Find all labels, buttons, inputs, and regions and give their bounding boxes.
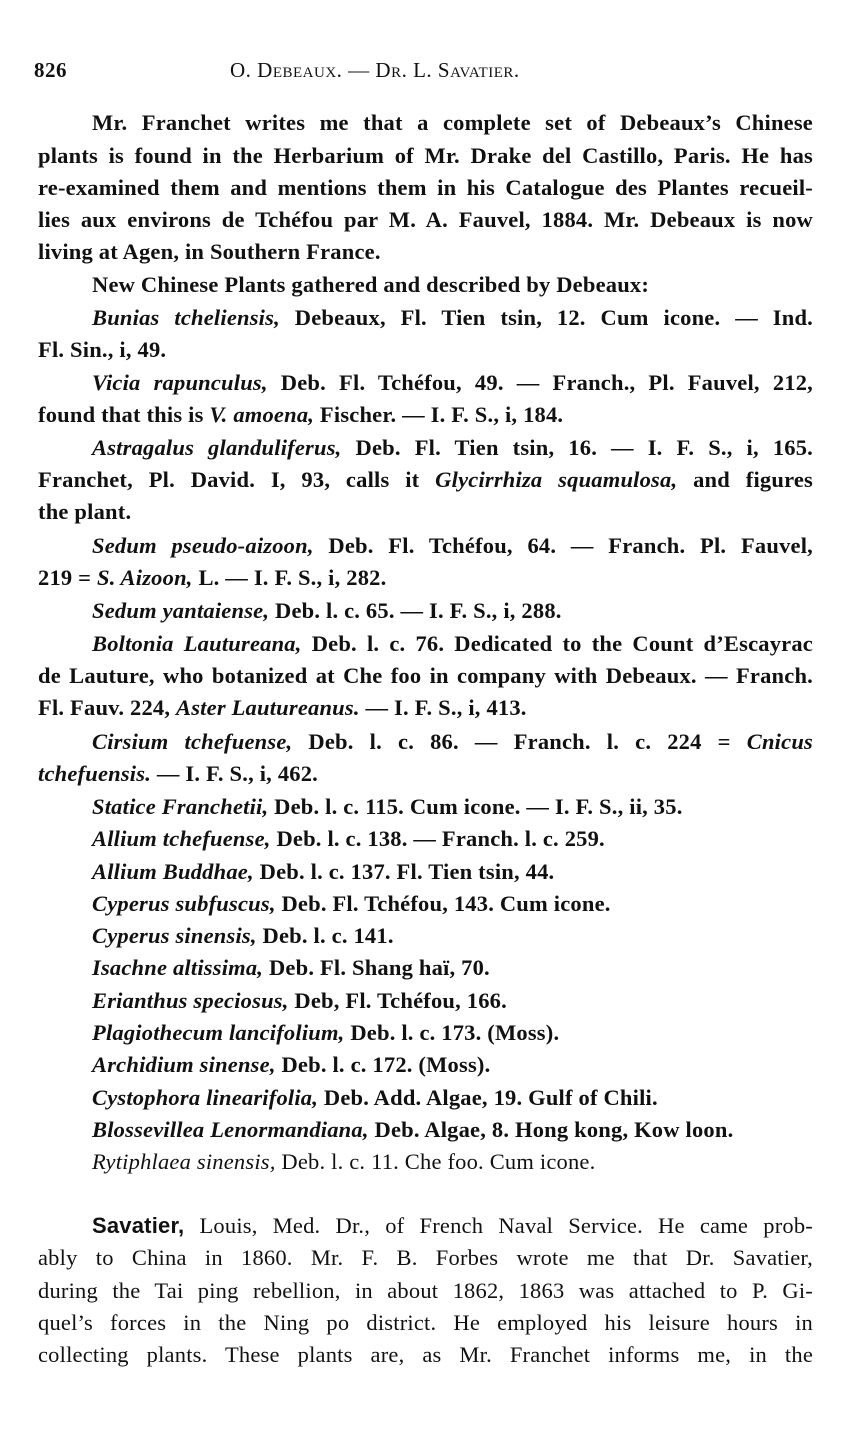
savatier-line-2: ably to China in 1860. Mr. F. B. Forbes wrote me that Dr. Savatier, <box>38 1245 813 1270</box>
list-heading: New Chinese Plants gathered and described by Debeaux: <box>92 272 650 297</box>
citation: Fl. Fauv. 224, <box>38 695 177 720</box>
intro-line-5: living at Agen, in Southern France. <box>38 239 381 264</box>
species-name: tchefuensis. <box>38 761 152 786</box>
citation: — I. F. S., i, 413. <box>359 695 527 720</box>
intro-line-3: re-examined them and mentions them in his Catalogue des Plantes recueil- <box>38 175 813 200</box>
citation: Deb. Fl. Tchéfou, 64. — Franch. Pl. Fauvel, <box>313 533 813 558</box>
entry-line <box>92 1085 813 1115</box>
entry-line <box>92 305 813 335</box>
citation: Deb. Algae, 8. Hong kong, Kow loon. <box>368 1117 734 1142</box>
entry-line <box>38 761 813 791</box>
savatier-line-4: quel’s forces in the Ning po district. He employed his leisure hours in <box>38 1310 813 1335</box>
citation: Debeaux, Fl. Tien tsin, 12. Cum icone. — Ind. <box>279 305 813 330</box>
species-name: S. Aizoon, <box>97 565 193 590</box>
species-name: Bunias tcheliensis, <box>92 305 280 330</box>
citation: Deb. Add. Algae, 19. Gulf of Chili. <box>318 1085 658 1110</box>
entry-line <box>92 533 813 563</box>
citation: Deb. l. c. 172. (Moss). <box>275 1052 491 1077</box>
species-name: Plagiothecum lancifolium, <box>92 1020 345 1045</box>
citation: Deb. Fl. Tchéfou, 49. — Franch., Pl. Fauvel, 212, <box>267 370 813 395</box>
entry-line: the plant. <box>38 499 132 524</box>
species-name: Cyperus subfuscus, <box>92 891 276 916</box>
citation: Fischer. — I. F. S., i, 184. <box>314 402 564 427</box>
entry-line <box>92 988 813 1018</box>
species-name: V. amoena, <box>209 402 315 427</box>
species-name: Statice Franchetii, <box>92 794 269 819</box>
species-name: Boltonia Lautureana, <box>92 631 302 656</box>
citation: Deb. l. c. 173. (Moss). <box>344 1020 560 1045</box>
species-name: Blossevillea Lenormandiana, <box>92 1117 369 1142</box>
species-name: Rytiphlaea sinensis, <box>92 1149 276 1174</box>
citation: Deb. l. c. 141. <box>256 923 394 948</box>
entry-line <box>38 695 813 725</box>
intro-line-2: plants is found in the Herbarium of Mr. Drake del Castillo, Paris. He has <box>38 143 813 168</box>
entry-line <box>92 891 813 921</box>
citation: found that this is <box>38 402 210 427</box>
species-name: Allium Buddhae, <box>92 859 254 884</box>
entry-line <box>92 1117 813 1147</box>
citation: and figures <box>677 467 813 492</box>
species-name: Aster Lautureanus. <box>176 695 360 720</box>
species-name: Glycirrhiza squamulosa, <box>435 467 678 492</box>
species-name: Archidium sinense, <box>92 1052 276 1077</box>
entry-line <box>92 370 813 400</box>
entry-line <box>92 598 813 628</box>
species-name: Allium tchefuense, <box>92 826 271 851</box>
citation: Deb. l. c. 137. Fl. Tien tsin, 44. <box>253 859 555 884</box>
citation: Deb. Fl. Shang haï, 70. <box>263 955 490 980</box>
citation: Deb. l. c. 11. Che foo. Cum icone. <box>275 1149 596 1174</box>
species-name: Erianthus speciosus, <box>92 988 289 1013</box>
citation: Deb. Fl. Tchéfou, 143. Cum icone. <box>275 891 611 916</box>
citation: 219 = <box>38 565 98 590</box>
citation: Deb. l. c. 65. — I. F. S., i, 288. <box>269 598 562 623</box>
citation: Deb. l. c. 115. Cum icone. — I. F. S., ii, 35. <box>268 794 683 819</box>
savatier-line-1 <box>92 1213 813 1243</box>
species-name: Sedum yantaiense, <box>92 598 270 623</box>
citation: — I. F. S., i, 462. <box>151 761 318 786</box>
entry-line <box>92 1052 813 1082</box>
citation: Deb. Fl. Tien tsin, 16. — I. F. S., i, 165. <box>341 435 814 460</box>
savatier-line-3: during the Tai ping rebellion, in about 1862, 1863 was attached to P. Gi- <box>38 1278 813 1303</box>
citation: Deb. l. c. 138. — Franch. l. c. 259. <box>270 826 605 851</box>
entry-line <box>92 955 813 985</box>
page-header <box>34 58 810 88</box>
entry-line <box>92 859 813 889</box>
species-name: Astragalus glanduliferus, <box>92 435 342 460</box>
intro-line-4: lies aux environs de Tchéfou par M. A. Fauvel, 1884. Mr. Debeaux is now <box>38 207 813 232</box>
entry-line <box>92 1149 813 1179</box>
species-name: Sedum pseudo-aizoon, <box>92 533 314 558</box>
species-name: Cnicus <box>746 729 813 754</box>
species-name: Vicia rapunculus, <box>92 370 268 395</box>
entry-line <box>92 1020 813 1050</box>
citation: Deb, Fl. Tchéfou, 166. <box>288 988 507 1013</box>
entry-line <box>92 631 813 661</box>
entry-line <box>38 467 813 497</box>
entry-line <box>38 402 813 432</box>
entry-line <box>92 435 813 465</box>
running-title: O. Debeaux. — Dr. L. Savatier. <box>230 58 520 82</box>
savatier-line-5: collecting plants. These plants are, as Mr. Franchet informs me, in the <box>38 1342 813 1367</box>
entry-line <box>92 729 813 759</box>
entry-line <box>92 794 813 824</box>
biography-name: Savatier, <box>92 1213 185 1238</box>
citation: Franchet, Pl. David. I, 93, calls it <box>38 467 436 492</box>
citation: L. — I. F. S., i, 282. <box>192 565 387 590</box>
citation: Deb. l. c. 76. Dedicated to the Count d’Escayrac <box>301 631 813 656</box>
page-number: 826 <box>34 58 67 82</box>
entry-line: de Lauture, who botanized at Che foo in company with Debeaux. — Franch. <box>38 663 813 688</box>
entry-line <box>38 565 813 595</box>
species-name: Cirsium tchefuense, <box>92 729 293 754</box>
species-name: Isachne altissima, <box>92 955 264 980</box>
entry-line <box>92 923 813 953</box>
biography-text: Louis, Med. Dr., of French Naval Service. He came prob- <box>184 1213 813 1238</box>
species-name: Cystophora linearifolia, <box>92 1085 319 1110</box>
intro-line-1: Mr. Franchet writes me that a complete set of Debeaux’s Chinese <box>92 110 813 135</box>
citation: Deb. l. c. 86. — Franch. l. c. 224 = <box>292 729 747 754</box>
species-name: Cyperus sinensis, <box>92 923 257 948</box>
entry-line: Fl. Sin., i, 49. <box>38 337 167 362</box>
entry-line <box>92 826 813 856</box>
